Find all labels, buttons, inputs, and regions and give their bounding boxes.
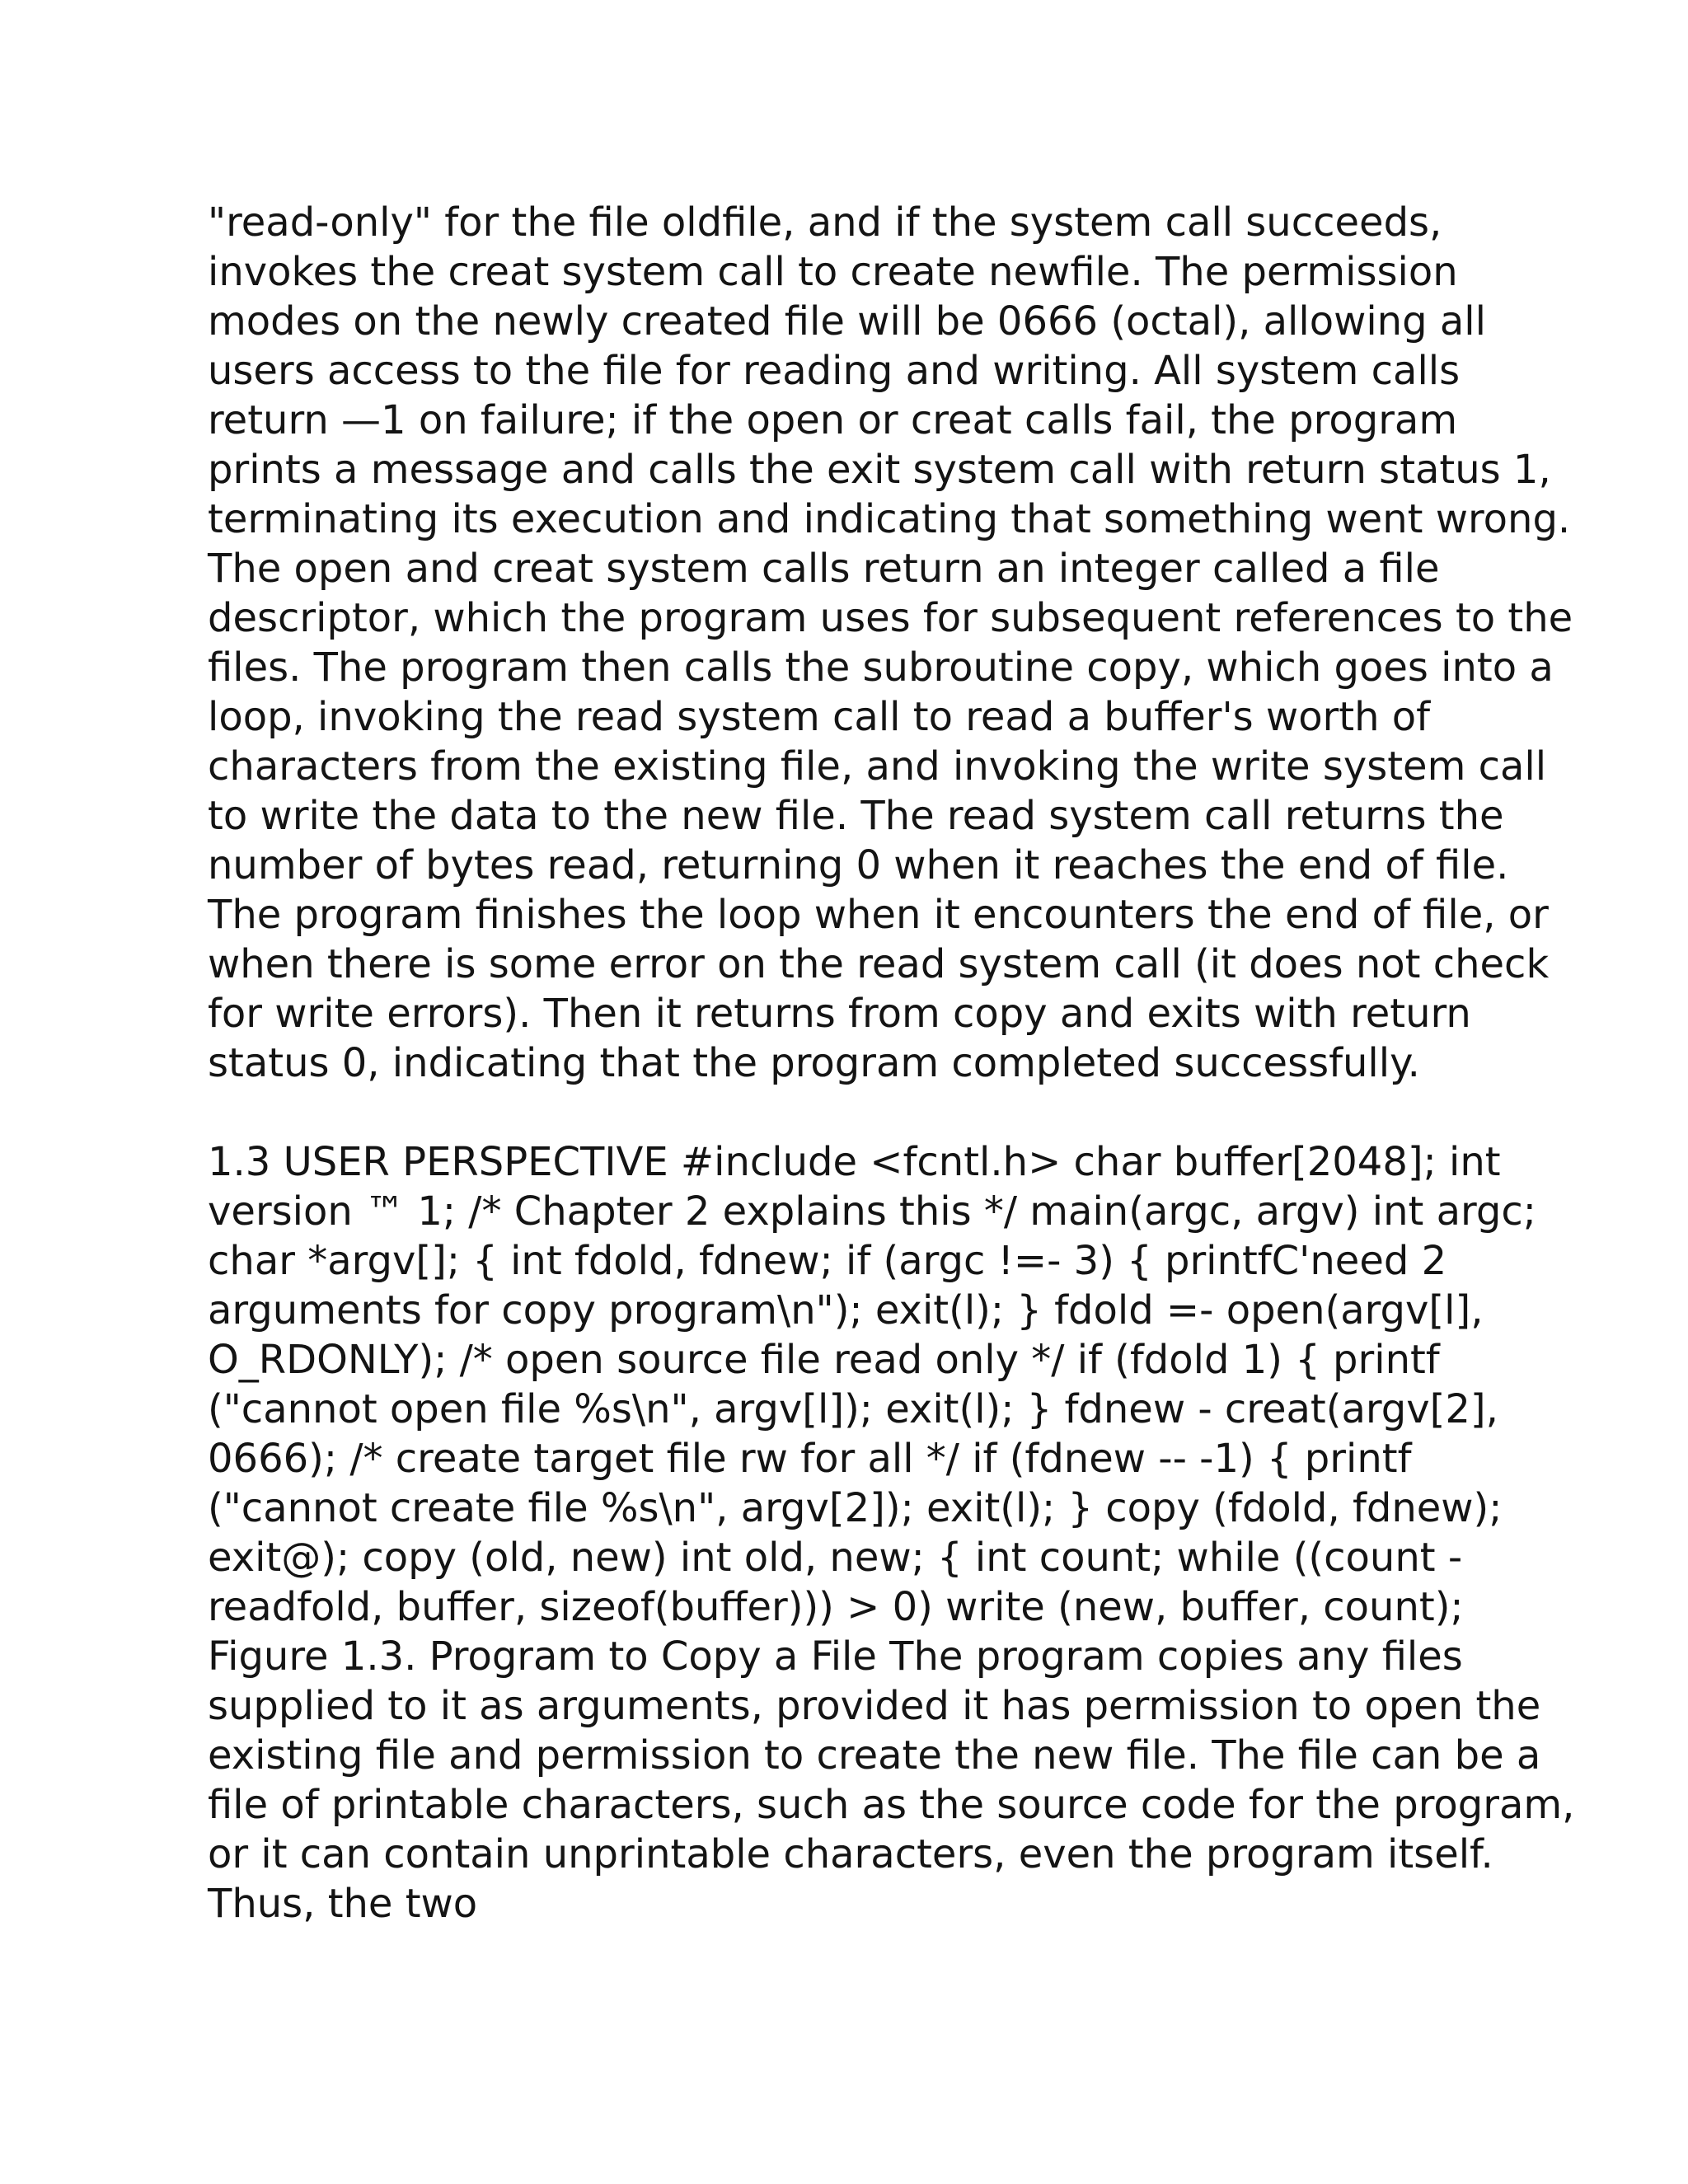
text-line: char *argv[]; { int fdold, fdnew; if (argc !=- 3) { printfC'need 2 xyxy=(208,1238,1447,1284)
paragraph-system-calls xyxy=(208,198,1573,1088)
text-line: existing file and permission to create the new file. The file can be a xyxy=(208,1732,1541,1779)
text-line: to write the data to the new file. The read system call returns the xyxy=(208,793,1504,839)
text-line: O_RDONLY); /* open source file read only */ if (fdold 1) { printf xyxy=(208,1337,1440,1383)
text-line: terminating its execution and indicating that something went wrong. xyxy=(208,496,1571,542)
text-line: exit@); copy (old, new) int old, new; { int count; while ((count - xyxy=(208,1535,1463,1581)
text-line: ("cannot create file %s\n", argv[2]); exit(l); } copy (fdold, fdnew); xyxy=(208,1485,1503,1531)
text-line: or it can contain unprintable characters, even the program itself. xyxy=(208,1831,1493,1877)
text-line: for write errors). Then it returns from copy and exits with return xyxy=(208,991,1471,1037)
text-line: ("cannot open file %s\n", argv[l]); exit(l); } fdnew - creat(argv[2], xyxy=(208,1386,1498,1432)
text-line: The open and creat system calls return an integer called a file xyxy=(208,546,1440,592)
text-line: 0666); /* create target file rw for all */ if (fdnew -- -1) { printf xyxy=(208,1436,1412,1482)
text-line: number of bytes read, returning 0 when it reaches the end of file. xyxy=(208,842,1509,888)
text-line: readfold, buffer, sizeof(buffer))) > 0) write (new, buffer, count); xyxy=(208,1584,1464,1630)
text-line: return —1 on failure; if the open or creat calls fail, the program xyxy=(208,397,1458,443)
text-line: users access to the file for reading and writing. All system calls xyxy=(208,348,1461,394)
text-line: status 0, indicating that the program completed successfully. xyxy=(208,1040,1420,1086)
paragraph-user-perspective xyxy=(208,1137,1575,1929)
text-line: descriptor, which the program uses for subsequent references to the xyxy=(208,595,1573,641)
text-line: loop, invoking the read system call to read a buffer's worth of xyxy=(208,694,1431,740)
text-line: 1.3 USER PERSPECTIVE #include <fcntl.h> char buffer[2048]; int xyxy=(208,1139,1501,1185)
text-line: Figure 1.3. Program to Copy a File The program copies any files xyxy=(208,1633,1463,1680)
text-line: supplied to it as arguments, provided it has permission to open the xyxy=(208,1683,1541,1729)
text-line: invokes the creat system call to create newfile. The permission xyxy=(208,249,1458,295)
text-line: files. The program then calls the subroutine copy, which goes into a xyxy=(208,644,1554,691)
text-line: characters from the existing file, and invoking the write system call xyxy=(208,743,1547,790)
text-line: modes on the newly created file will be 0666 (octal), allowing all xyxy=(208,298,1486,344)
text-line: when there is some error on the read system call (it does not check xyxy=(208,941,1550,987)
text-line: The program finishes the loop when it encounters the end of file, or xyxy=(208,892,1549,938)
text-line: prints a message and calls the exit system call with return status 1, xyxy=(208,447,1551,493)
text-line: version ™ 1; /* Chapter 2 explains this */ main(argc, argv) int argc; xyxy=(208,1188,1536,1235)
text-line: "read-only" for the file oldfile, and if the system call succeeds, xyxy=(208,199,1442,246)
document-page xyxy=(208,198,1575,1929)
text-line: arguments for copy program\n"); exit(l); } fdold =- open(argv[l], xyxy=(208,1287,1484,1333)
text-line: file of printable characters, such as the source code for the program, xyxy=(208,1782,1575,1828)
text-line: Thus, the two xyxy=(208,1881,478,1927)
